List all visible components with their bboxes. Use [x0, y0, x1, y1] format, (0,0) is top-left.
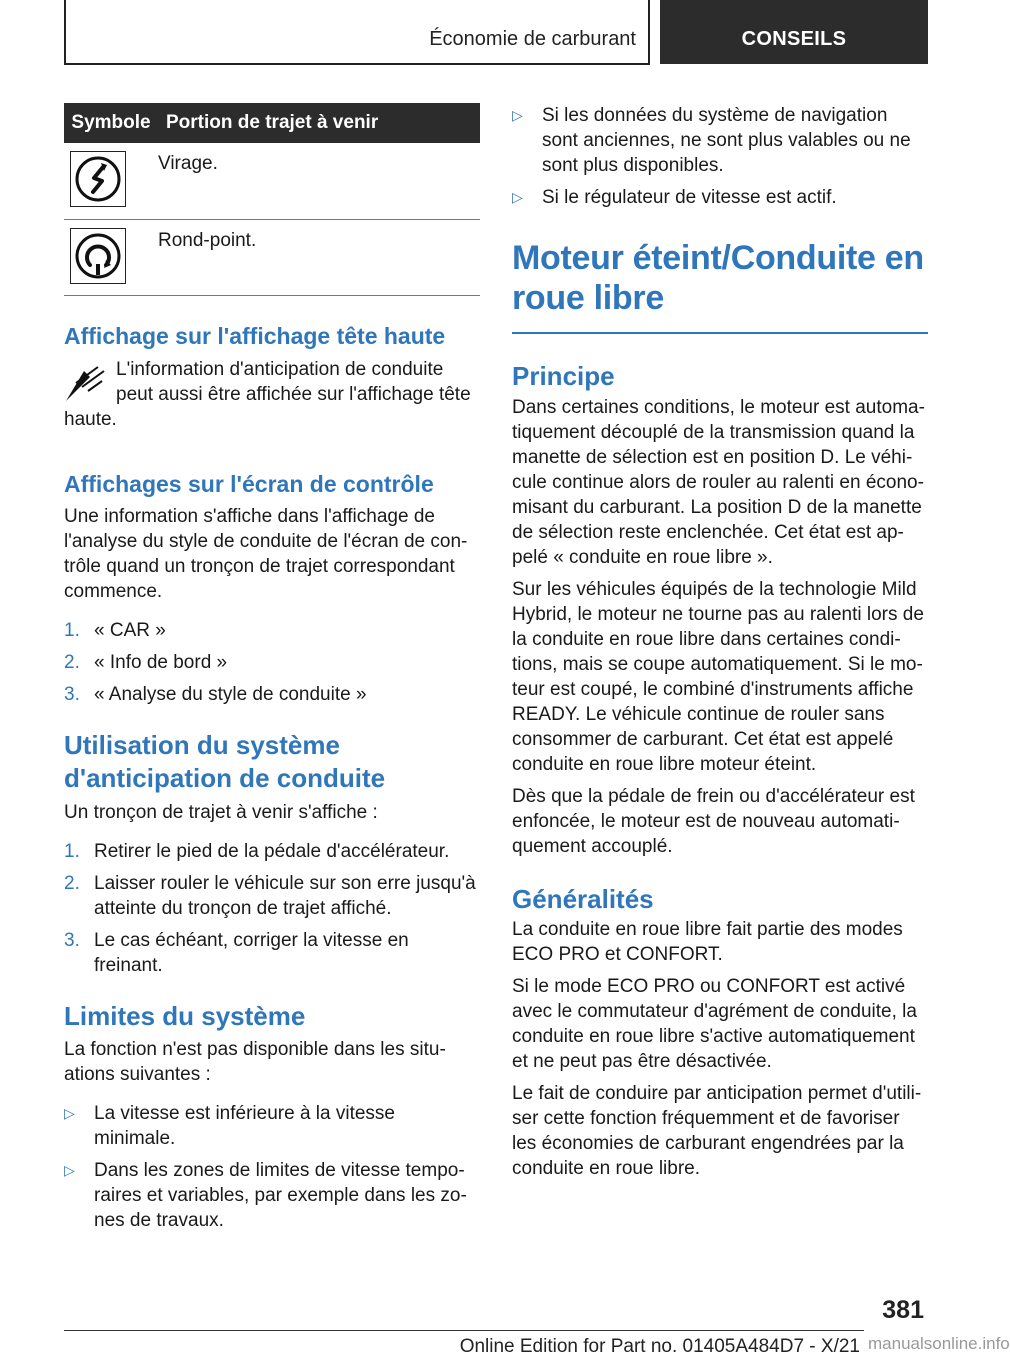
control-display-steps: [64, 618, 480, 707]
note-icon: [64, 361, 106, 403]
triangle-bullet-icon: ▷: [64, 1104, 75, 1121]
limits-heading: Limites du système: [64, 1001, 306, 1032]
usage-heading: Utilisation du système d'anticipation de conduite: [64, 730, 386, 793]
list-item: 2. Laisser rouler le véhicule sur son erre jusqu'à atteinte du tronçon de trajet affiché.: [64, 873, 476, 920]
table-row: [64, 143, 480, 219]
table-header-portion: Portion de trajet à venir: [158, 103, 480, 143]
list-item: ▷ Si les données du système de navigation sont anciennes, ne sont plus valables ou ne sont plus disponibles.: [512, 105, 911, 176]
principle-paragraph: Dans certaines conditions, le moteur est automatiquement découplé de la transmission quand la manette de sélection est en position D. Le véhicule continue alors de rouler au ralenti en économisant du carburant. La position D de la manette de sélection reste enclenchée. Cet état est appelé « conduite en roue libre ».: [512, 396, 925, 568]
symbol-table: [64, 103, 480, 296]
page-number: 381: [882, 1296, 924, 1324]
triangle-bullet-icon: ▷: [512, 107, 523, 123]
principle-paragraph: Sur les véhicules équipés de la technologie Mild Hybrid, le moteur ne tourne pas au ralenti lors de la conduite en roue libre dans certaines conditions, mais se coupe automatiquement. Si le moteur est coupé, le combiné d'instruments affiche READY. Le véhicule continue de rouler sans consommer de carburant. Cet état est appelé conduite en roue libre moteur éteint.: [512, 578, 924, 775]
footer-rule: [64, 1330, 864, 1331]
usage-steps: [64, 839, 480, 978]
table-header-symbol: Symbole: [64, 103, 158, 143]
triangle-bullet-icon: ▷: [512, 189, 523, 205]
control-display-heading: Affichages sur l'écran de contrôle: [64, 471, 434, 498]
list-item: ▷ Si le régulateur de vitesse est actif.: [512, 187, 837, 208]
curve-arrow-icon: [70, 151, 126, 207]
list-item: 1. « CAR »: [64, 620, 166, 642]
roundabout-icon: [70, 228, 126, 284]
chapter-tab: CONSEILS: [660, 0, 928, 64]
right-column: [512, 103, 928, 1181]
list-item: ▷ La vitesse est inférieure à la vitesse minimale.: [64, 1102, 395, 1149]
principle-heading: Principe: [512, 361, 615, 392]
general-paragraph: Le fait de conduire par anticipation permet d'utiliser cette fonction fréquemment et de favoriser les économies de carburant engendrées par la conduite en roue libre.: [512, 1083, 922, 1180]
row-text: Virage.: [158, 143, 480, 219]
principle-paragraph: Dès que la pédale de frein ou d'accélérateur est enfoncée, le moteur est de nouveau automatiquement accouplé.: [512, 785, 915, 857]
triangle-bullet-icon: ▷: [64, 1161, 75, 1178]
list-item: ▷ Dans les zones de limites de vitesse temporaires et variables, par exemple dans les zones de travaux.: [64, 1159, 467, 1231]
usage-intro: Un tronçon de trajet à venir s'affiche :: [64, 802, 378, 824]
header-bottom-rule: [64, 63, 650, 65]
edition-note: Online Edition for Part no. 01405A484D7 - X/21: [459, 1336, 860, 1357]
row-text: Rond-point.: [158, 219, 480, 295]
limits-list-continued: [512, 103, 928, 210]
coasting-title: Moteur éteint/Conduite en roue libre: [512, 239, 924, 318]
list-item: 2. « Info de bord »: [64, 652, 228, 674]
table-row: [64, 219, 480, 295]
limits-list: [64, 1101, 480, 1233]
control-display-text: Une information s'affiche dans l'affichage de l'analyse du style de conduite de l'écran de contrôle quand un tronçon de trajet correspondant commence.: [64, 506, 468, 603]
list-item: 3. Le cas échéant, corriger la vitesse en freinant.: [64, 930, 409, 977]
general-heading: Généralités: [512, 883, 654, 914]
hud-note: [64, 357, 480, 432]
watermark-logo: manualsonline.info: [868, 1334, 1010, 1353]
list-item: 1. Retirer le pied de la pédale d'accélérateur.: [64, 841, 450, 863]
list-item: 3. « Analyse du style de conduite »: [64, 684, 367, 706]
section-title: Économie de carburant: [429, 28, 636, 50]
title-rule: [512, 332, 928, 334]
limits-intro: La fonction n'est pas disponible dans les situations suivantes :: [64, 1038, 446, 1085]
hud-text: L'information d'anticipation de conduite peut aussi être affichée sur l'affichage tête haute.: [64, 359, 471, 431]
general-paragraph: La conduite en roue libre fait partie des modes ECO PRO et CONFORT.: [512, 919, 903, 966]
general-paragraph: Si le mode ECO PRO ou CONFORT est activé avec le commutateur d'agrément de conduite, la conduite en roue libre s'active automatiquement et ne peut pas être désactivée.: [512, 976, 917, 1073]
header-divider: [648, 0, 650, 64]
left-column: [64, 103, 480, 1233]
hud-heading: Affichage sur l'affichage tête haute: [64, 322, 446, 349]
